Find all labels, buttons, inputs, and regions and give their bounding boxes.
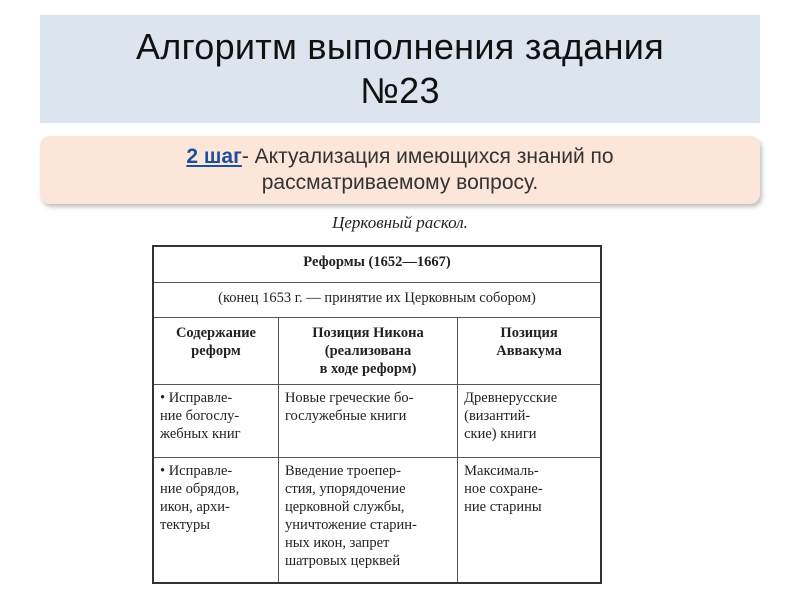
column-header-nikon (278, 318, 457, 385)
cell-line: ние богослу- (160, 408, 240, 424)
column-header-row (153, 318, 601, 385)
cell-line: реформ (191, 343, 241, 359)
cell-line: Максималь- (464, 463, 539, 479)
step-text (90, 144, 710, 196)
table-cell (153, 385, 278, 458)
title-band (40, 15, 760, 123)
table-caption: Церковный раскол. (332, 213, 468, 232)
step-box (40, 136, 760, 204)
table-heading: Реформы (1652—1667) (153, 246, 601, 283)
cell-line: жебных книг (160, 426, 241, 442)
page-title (80, 25, 720, 113)
cell-line: Содержание (175, 325, 256, 341)
cell-line: Аввакума (496, 343, 562, 359)
cell-line: ных икон, запрет (284, 535, 390, 551)
cell-line: ские) книги (464, 426, 537, 442)
table-row (153, 458, 601, 584)
cell-line: ние обрядов, (160, 481, 240, 497)
table-cell (458, 385, 601, 458)
cell-line: Введение троепер- (284, 463, 401, 479)
cell-line: Позиция (500, 325, 558, 341)
table-cell (458, 458, 601, 584)
step-label: 2 шаг (186, 145, 242, 168)
cell-line: Новые греческие бо- (284, 390, 414, 406)
table-cell (278, 385, 457, 458)
cell-line: ное сохране- (464, 481, 543, 497)
reforms-table (152, 245, 602, 584)
column-header-content (153, 318, 278, 385)
cell-line: в ходе реформ) (319, 361, 417, 377)
cell-line: (византий- (464, 408, 531, 424)
cell-line: ние старины (464, 499, 542, 515)
title-line-1: Алгоритм выполнения задания (135, 26, 664, 67)
table-cell (153, 458, 278, 584)
cell-line: шатровых церквей (284, 553, 401, 569)
cell-line: уничтожение старин- (284, 517, 417, 533)
cell-line: • Исправле- (160, 390, 233, 406)
step-description: - Актуализация имеющихся знаний по рассматриваемому вопросу. (241, 145, 614, 194)
cell-line: Древнерусские (464, 390, 558, 406)
table-subheading: (конец 1653 г. — принятие их Церковным собором) (153, 283, 601, 318)
cell-line: церковной службы, (284, 499, 405, 515)
title-line-2: №23 (360, 70, 440, 111)
cell-line: Позиция Никона (312, 325, 424, 341)
cell-line: гослужебные книги (284, 408, 407, 424)
table-subheading-row (153, 283, 601, 318)
cell-line: (реализована (324, 343, 412, 359)
cell-line: стия, упорядочение (284, 481, 406, 497)
cell-line: • Исправле- (160, 463, 233, 479)
cell-line: икон, архи- (160, 499, 230, 515)
table-cell (278, 458, 457, 584)
cell-line: тектуры (160, 517, 211, 533)
table-row (153, 385, 601, 458)
table-heading-row (153, 246, 601, 283)
column-header-avvakum (458, 318, 601, 385)
